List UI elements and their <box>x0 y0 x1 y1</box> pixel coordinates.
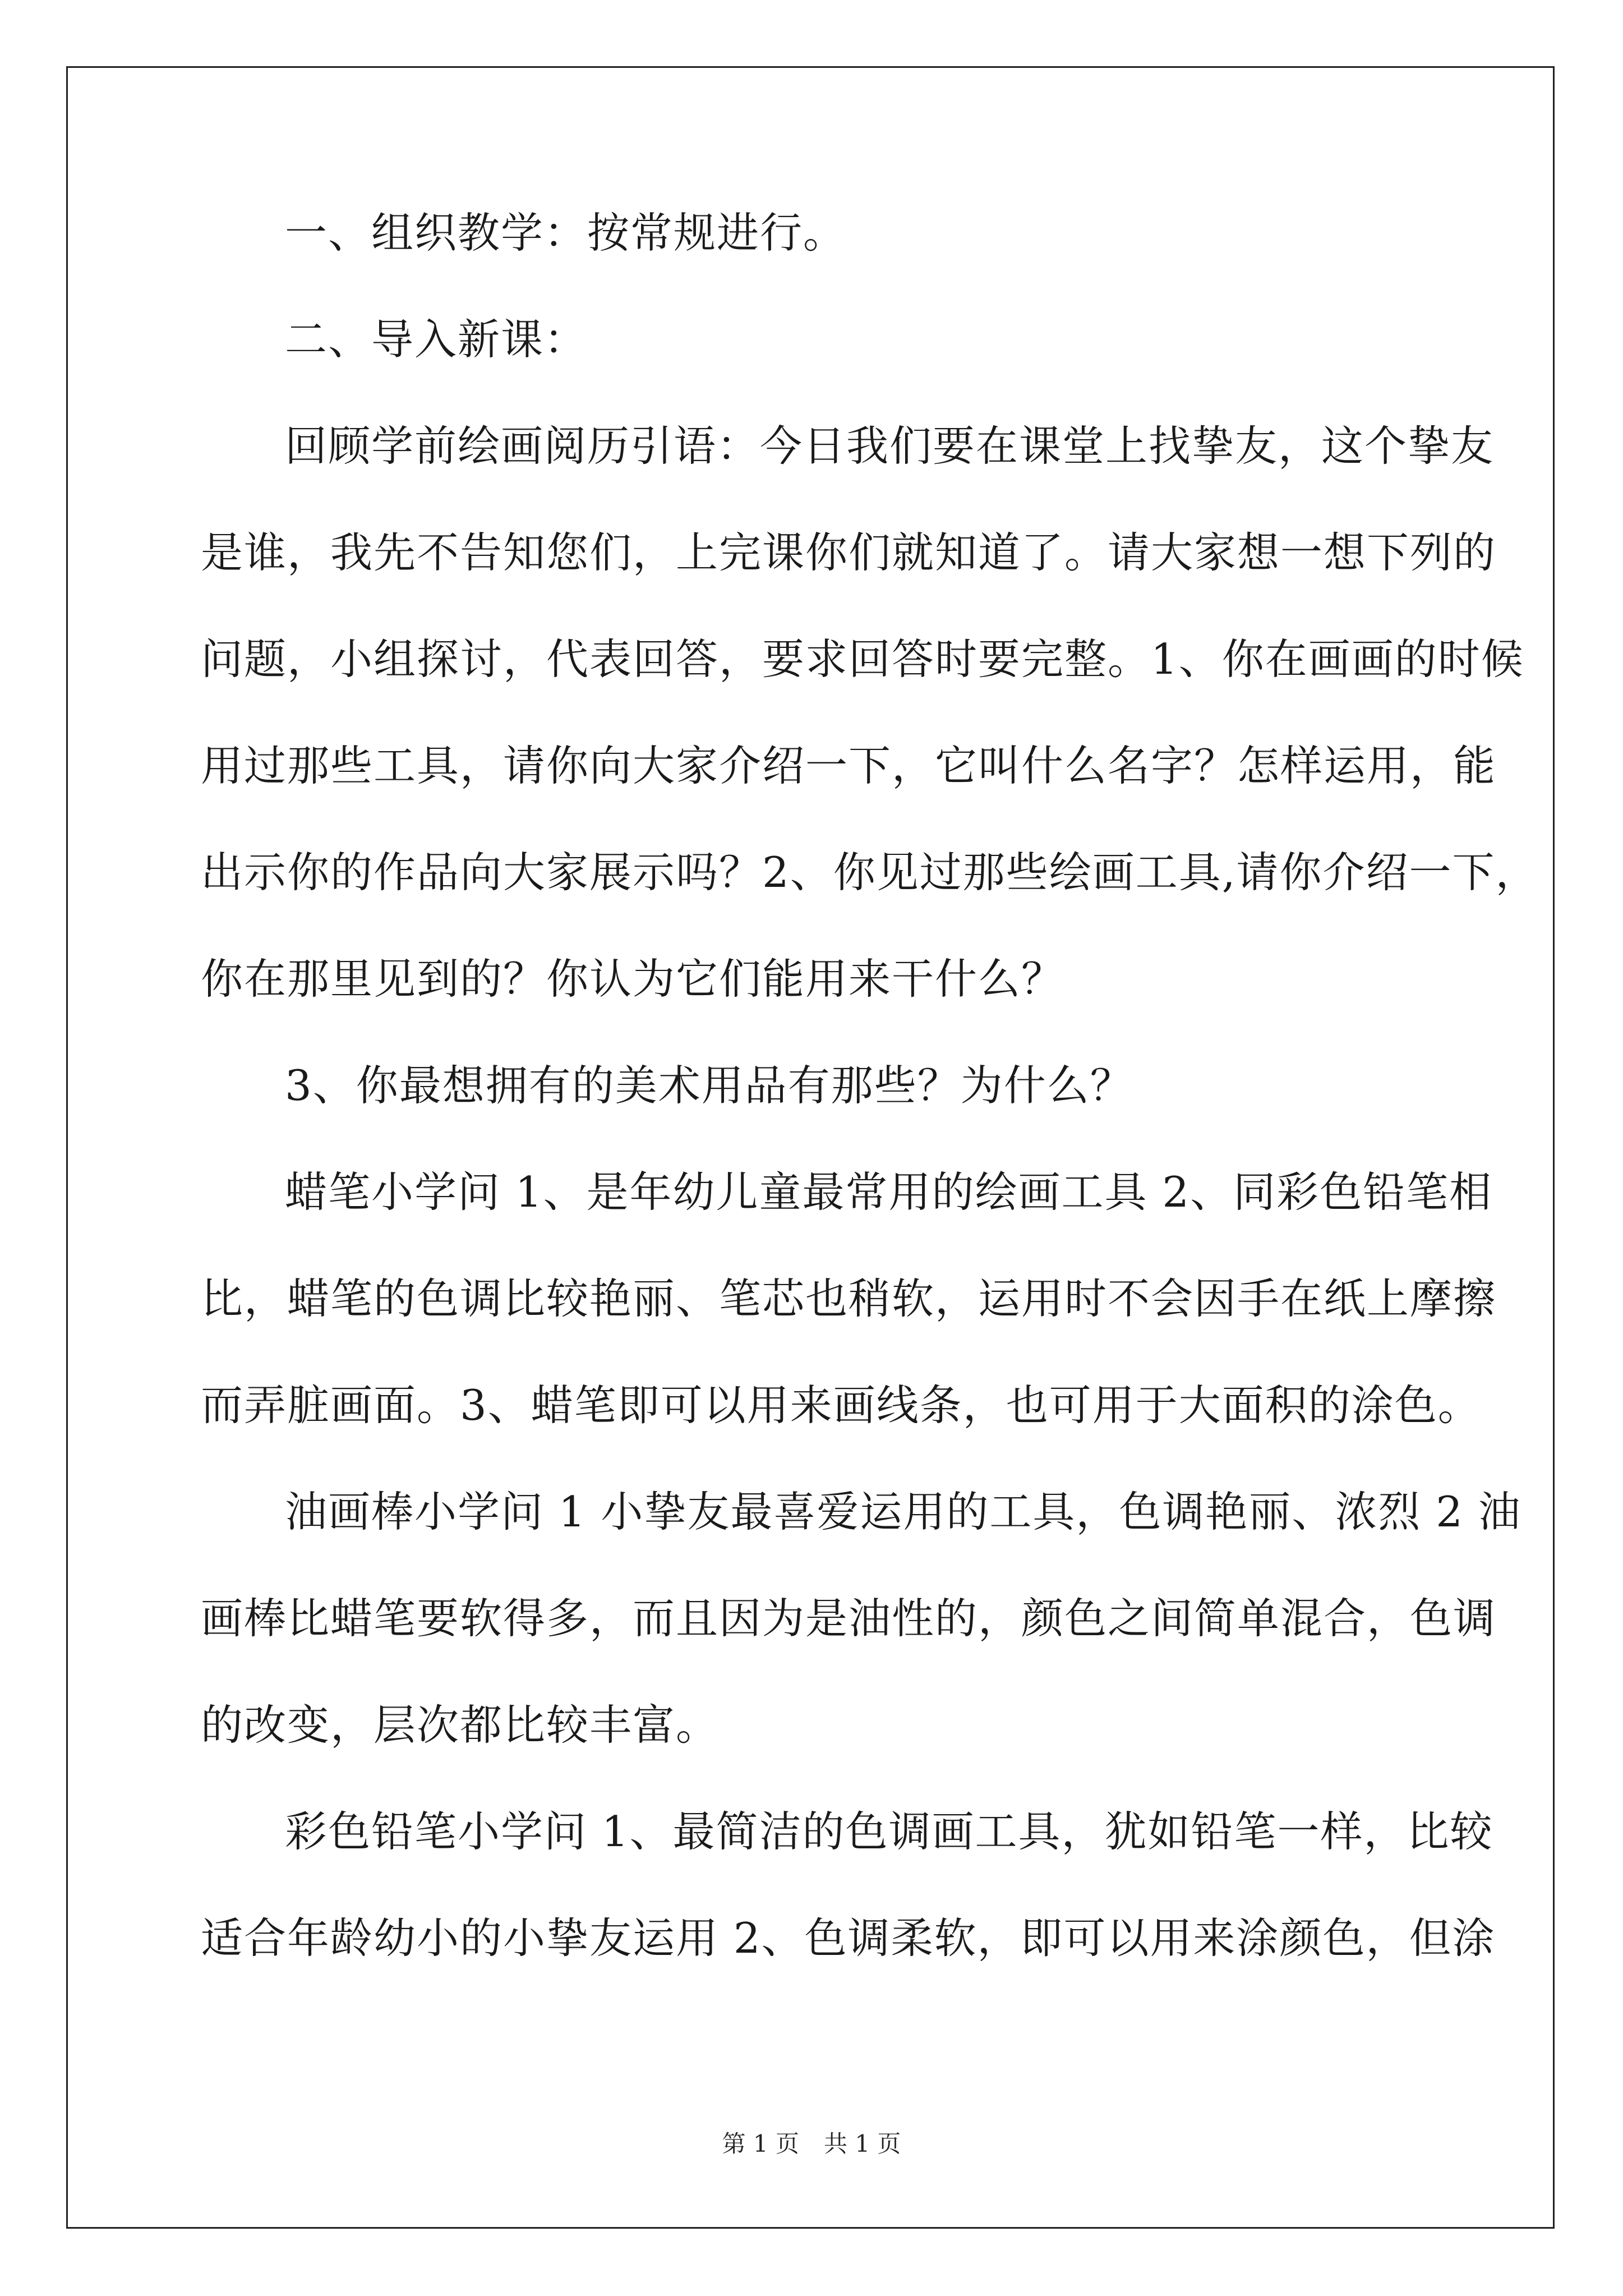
paragraph-line: 回顾学前绘画阅历引语：今日我们要在课堂上找挚友，这个挚友 <box>285 421 1495 471</box>
paragraph-line: 一、组织教学：按常规进行。 <box>285 208 847 257</box>
paragraph-line: 你在那里见到的？你认为它们能用来干什么？ <box>201 954 1065 1004</box>
page-footer <box>0 2127 1623 2161</box>
paragraph-line: 3、你最想拥有的美术用品有那些？为什么？ <box>285 1061 1133 1110</box>
paragraph-line: 画棒比蜡笔要软得多，而且因为是油性的，颜色之间简单混合，色调 <box>201 1594 1497 1643</box>
paragraph-line: 彩色铅笔小学问 1、最简洁的色调画工具，犹如铅笔一样，比较 <box>285 1807 1493 1856</box>
paragraph-line: 蜡笔小学问 1、是年幼儿童最常用的绘画工具 2、同彩色铅笔相 <box>285 1167 1493 1217</box>
paragraph-line: 的改变，层次都比较丰富。 <box>201 1700 720 1750</box>
paragraph-line: 出示你的作品向大家展示吗？2、你见过那些绘画工具,请你介绍一下， <box>201 848 1539 897</box>
page-number: 第 1 页 <box>722 2130 799 2157</box>
paragraph-line: 用过那些工具，请你向大家介绍一下，它叫什么名字？怎样运用，能 <box>201 741 1497 790</box>
paragraph-line: 问题，小组探讨，代表回答，要求回答时要完整。1、你在画画的时候 <box>201 634 1524 684</box>
paragraph-line: 而弄脏画面。3、蜡笔即可以用来画线条，也可用于大面积的涂色。 <box>201 1381 1481 1430</box>
paragraph-line: 比，蜡笔的色调比较艳丽、笔芯也稍软，运用时不会因手在纸上摩擦 <box>201 1274 1497 1323</box>
paragraph-line: 是谁，我先不告知您们，上完课你们就知道了。请大家想一想下列的 <box>201 528 1497 577</box>
paragraph-line: 适合年龄幼小的小挚友运用 2、色调柔软，即可以用来涂颜色，但涂 <box>201 1913 1496 1963</box>
paragraph-line: 油画棒小学问 1 小挚友最喜爱运用的工具，色调艳丽、浓烈 2 油 <box>285 1487 1521 1536</box>
page-total: 共 1 页 <box>824 2130 901 2157</box>
paragraph-line: 二、导入新课： <box>285 315 588 364</box>
